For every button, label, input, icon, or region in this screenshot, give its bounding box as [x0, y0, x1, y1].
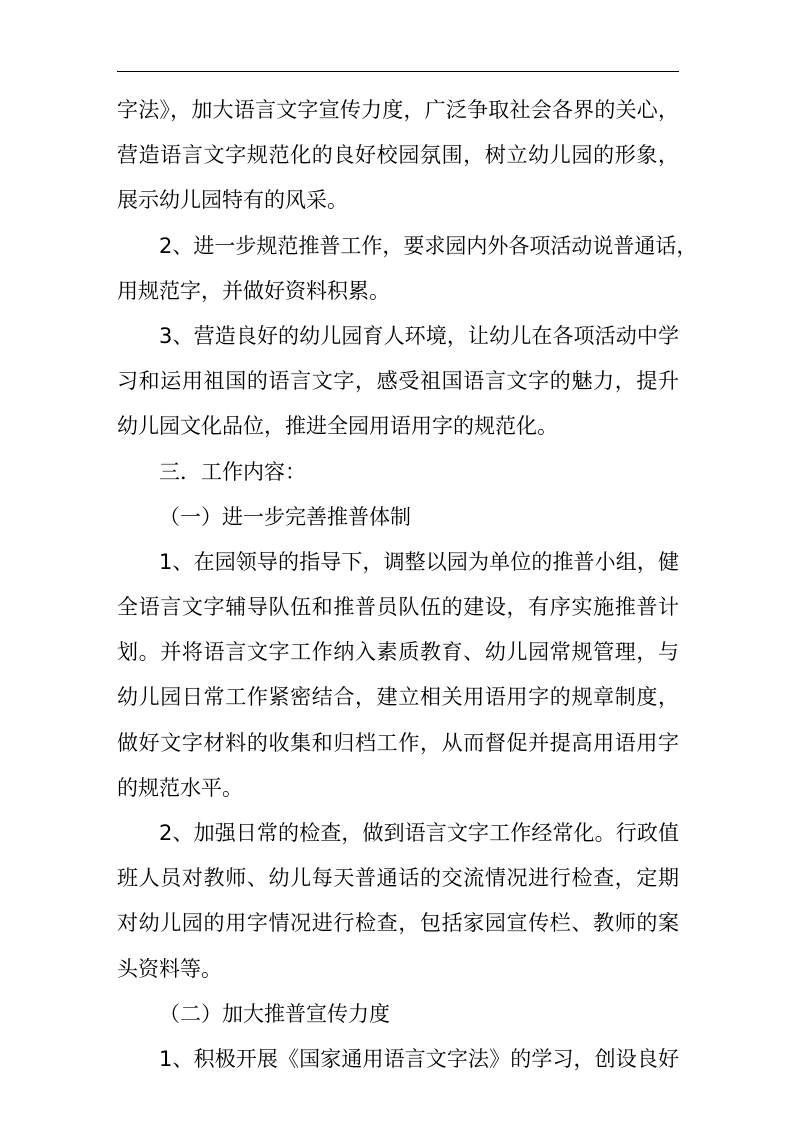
text-line: 营造语言文字规范化的良好校园氛围，树立幼儿园的形象，	[117, 143, 679, 168]
text-line: 班人员对教师、幼儿每天普通话的交流情况进行检查，定期	[117, 866, 679, 891]
header-rule	[117, 71, 679, 72]
paragraph-first-line: 2、加强日常的检查，做到语言文字工作经常化。行政值	[159, 821, 679, 845]
text-line: 幼儿园日常工作紧密结合，建立相关用语用字的规章制度，	[117, 685, 679, 710]
paragraph-first-line: 1、在园领导的指导下，调整以园为单位的推普小组，健	[159, 549, 679, 574]
text-line: 做好文字材料的收集和归档工作，从而督促并提高用语用字	[117, 730, 679, 755]
section-heading: 三．工作内容：	[159, 459, 306, 484]
subsection-heading: （一）进一步完善推普体制	[159, 504, 411, 529]
text-line: 对幼儿园的用字情况进行检查，包括家园宣传栏、教师的案	[117, 911, 679, 936]
document-body	[117, 88, 698, 1082]
text-line: 用规范字，并做好资料积累。	[117, 278, 390, 303]
text-line: 全语言文字辅导队伍和推普员队伍的建设，有序实施推普计	[117, 595, 679, 620]
text-line: 展示幼儿园特有的风采。	[117, 188, 348, 213]
text-line: 字法》，加大语言文字宣传力度，广泛争取社会各界的关心，	[117, 98, 679, 122]
text-line: 幼儿园文化品位，推进全园用语用字的规范化。	[117, 414, 558, 439]
text-line: 习和运用祖国的语言文字，感受祖国语言文字的魅力，提升	[117, 369, 679, 394]
paragraph-first-line: 3、营造良好的幼儿园育人环境，让幼儿在各项活动中学	[159, 323, 679, 348]
paragraph-first-line: 2、进一步规范推普工作，要求园内外各项活动说普通话，	[159, 233, 698, 258]
text-line: 划。并将语言文字工作纳入素质教育、幼儿园常规管理，与	[117, 640, 679, 665]
subsection-heading: （二）加大推普宣传力度	[159, 1001, 390, 1026]
paragraph-first-line: 1、积极开展《国家通用语言文字法》的学习，创设良好	[159, 1046, 679, 1071]
text-line: 头资料等。	[117, 956, 222, 981]
text-line: 的规范水平。	[117, 775, 243, 800]
